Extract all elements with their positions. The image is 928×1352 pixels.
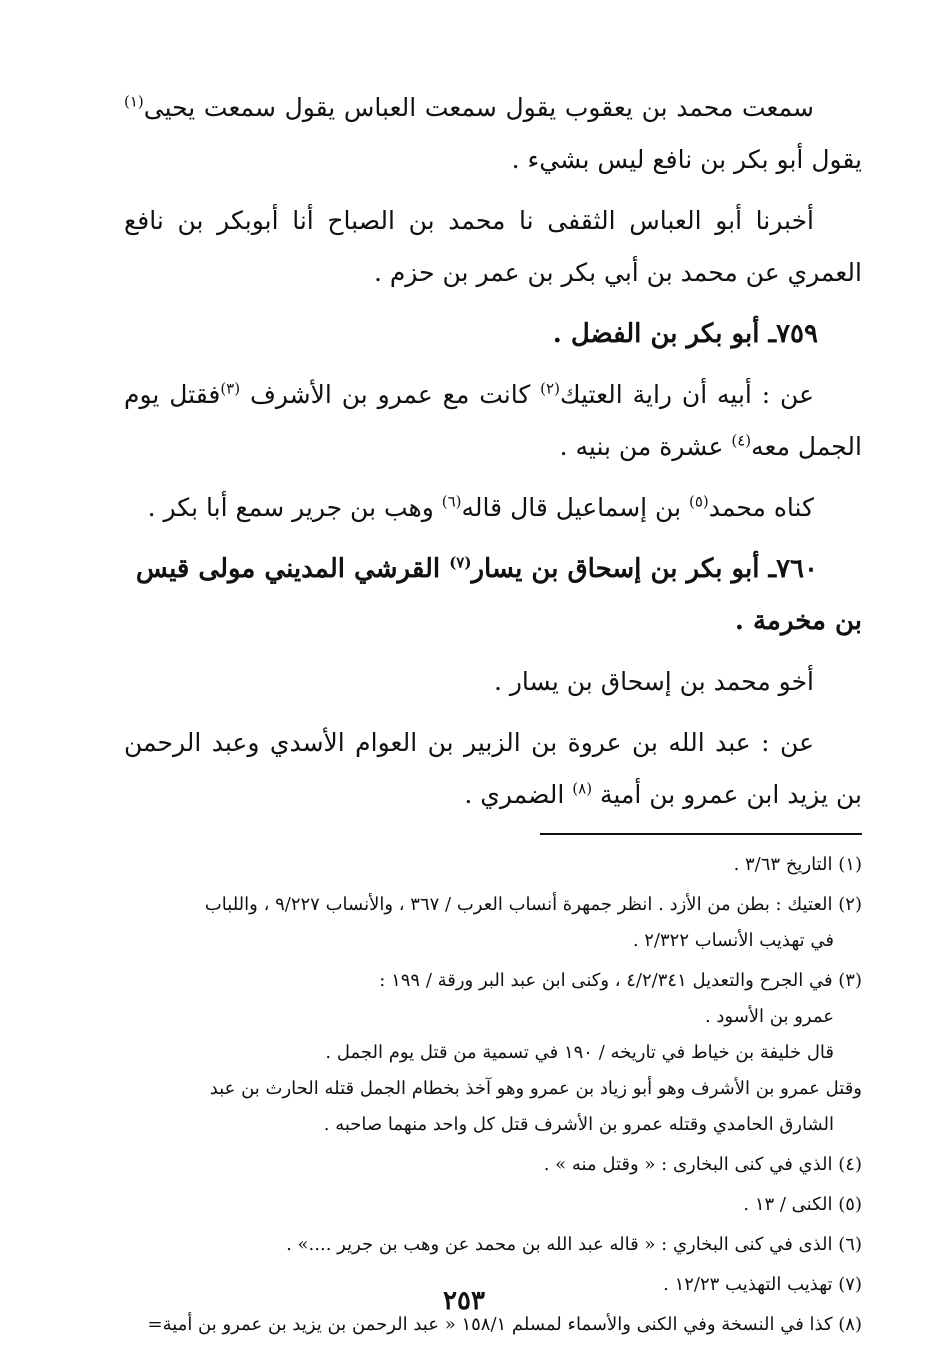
footnote-separator	[540, 833, 862, 835]
footnote-ref-4: (٤)	[731, 431, 752, 450]
paragraph-3: عن : أبيه أن راية العتيك$^{(٢)}$ كانت مع عمرو بن الأشرف $^{(٣)}$فقتل يوم الجمل معه$^{(٤)}$ عشرة من بنيه .	[124, 379, 862, 461]
paragraph-6: عن : عبد الله بن عروة بن الزبير بن العوام الأسدي وعبد الرحمن بن يزيد ابن عمرو بن أمية $^{(٨)}$ الضمري .	[124, 728, 862, 809]
footnote-3: (٣) في الجرح والتعديل ٤/٢/٣٤١ ، وكنى ابن عبد البر ورقة / ١٩٩ : عمرو بن الأسود . قال خليفة بن خياط في تاريخه / ١٩٠ في تسمية من قتل يوم الجمل . وقتل عمرو بن الأشرف وهو أبو زياد بن عمرو وهو آخذ بخطام الجمل قتله الحارث بن عبد الشارق الحامدي وقتله عمرو بن الأشرف قتل كل واحد منهما صاحبه .	[209, 970, 862, 1135]
footnote-2: (٢) العتيك : بطن من الأزد . انظر جمهرة أنساب العرب / ٣٦٧ ، والأنساب ٩/٢٢٧ ، واللباب في تهذيب الأنساب ٢/٣٢٢ .	[204, 894, 862, 951]
footnote-7: (٧) تهذيب التهذيب ١٢/٢٣ .	[663, 1274, 862, 1295]
footnote-8: (٨) كذا في النسخة وفي الكنى والأسماء لمسلم ١٥٨/١ « عبد الرحمن بن يزيد بن عمرو بن أمية=	[147, 1314, 862, 1335]
footnote-1: (١) التاريخ ٣/٦٣ .	[733, 854, 862, 875]
paragraph-5: أخو محمد بن إسحاق بن يسار .	[493, 667, 814, 696]
footnote-ref-7: (٧)	[449, 553, 472, 572]
footnote-6: (٦) الذى في كنى البخاري : « قاله عبد الله بن محمد عن وهب بن جرير ....» .	[286, 1234, 862, 1255]
entry-760-title: ٧٦٠ـ أبو بكر بن إسحاق بن يسار$^{(٧)}$ القرشي المديني مولى قيس بن مخرمة .	[135, 553, 862, 636]
entry-759-title: ٧٥٩ـ أبو بكر بن الفضل .	[552, 319, 818, 349]
footnote-ref-3: (٣)	[220, 379, 241, 398]
footnote-5: (٥) الكنى / ١٣ .	[743, 1194, 862, 1215]
footnote-ref-5: (٥)	[689, 492, 709, 511]
footnote-ref-6: (٦)	[441, 492, 462, 511]
main-text	[124, 82, 862, 821]
paragraph-4: كناه محمد$^{(٥)}$ بن إسماعيل قال قاله$^{(٦)}$ وهب بن جرير سمع أبا بكر .	[147, 492, 814, 522]
paragraph-1: سمعت محمد بن يعقوب يقول سمعت العباس يقول سمعت يحيى$^{(١)}$ يقول أبو بكر بن نافع ليس بشيء .	[124, 92, 862, 174]
footnote-ref-1: (١)	[124, 92, 144, 111]
footnote-ref-8: (٨)	[572, 779, 593, 798]
page-number: ٢٥٣	[443, 1286, 485, 1316]
paragraph-2: أخبرنا أبو العباس الثقفى نا محمد بن الصباح أنا أبوبكر بن نافع العمري عن محمد بن أبي بكر بن عمر بن حزم .	[124, 206, 862, 287]
footnote-4: (٤) الذي في كنى البخارى : « وقتل منه » .	[543, 1154, 862, 1175]
footnote-ref-2: (٢)	[540, 379, 560, 398]
footnotes	[124, 847, 862, 1343]
